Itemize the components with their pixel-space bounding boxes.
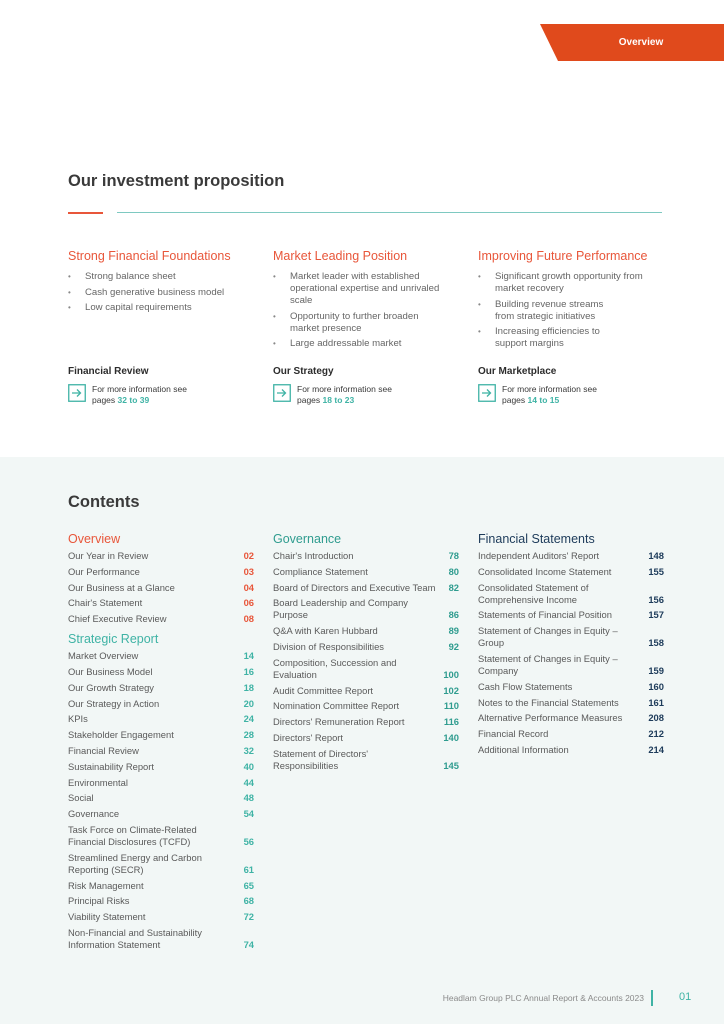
toc-entry[interactable] — [273, 716, 459, 728]
pillar-bullet: • Cash generative business model — [68, 287, 258, 299]
toc-section-title: Strategic Report — [68, 632, 159, 647]
toc-entry-label: Streamlined Energy and Carbon Reporting (SECR) — [68, 851, 202, 875]
toc-entry[interactable] — [68, 582, 254, 594]
toc-entry[interactable] — [68, 566, 254, 578]
pillar-title: Market Leading Position — [273, 249, 408, 263]
section-tab-label: Overview — [618, 37, 664, 48]
ref-text: For more information see — [502, 384, 597, 394]
toc-entry-label: Audit Committee Report — [273, 684, 374, 696]
arrow-right-box-icon[interactable] — [273, 384, 291, 402]
ref-title: Our Marketplace — [478, 366, 557, 377]
footer-report-title: Headlam Group PLC Annual Report & Accounts 2023 — [442, 993, 644, 1003]
toc-entry-label: Chief Executive Review — [68, 613, 167, 625]
toc-entry-label: Environmental — [68, 776, 128, 788]
toc-section-title: Overview — [68, 532, 121, 546]
toc-entry-label: Independent Auditors' Report — [478, 550, 600, 561]
toc-entry-page[interactable]: 48 — [243, 792, 254, 804]
toc-entry[interactable] — [478, 609, 664, 621]
toc-entry-page[interactable]: 159 — [648, 664, 664, 676]
ref-text: For more information see — [92, 384, 187, 394]
toc-entry-page[interactable]: 24 — [243, 713, 254, 725]
toc-entry[interactable] — [273, 748, 459, 772]
pillar-bullet: • Market leader with established operational expertise and unrivaled scale — [273, 271, 441, 307]
toc-entry-page[interactable]: 148 — [648, 550, 664, 561]
toc-entry-page[interactable]: 110 — [443, 700, 459, 712]
pillar-market-leading — [273, 249, 453, 354]
toc-section-financial — [478, 531, 664, 756]
toc-entry-page[interactable]: 65 — [243, 879, 254, 891]
toc-entry-page[interactable]: 155 — [648, 565, 664, 577]
toc-entry[interactable] — [273, 550, 459, 562]
toc-entry-page[interactable]: 145 — [443, 759, 459, 771]
toc-entry[interactable] — [68, 682, 254, 694]
toc-entry[interactable] — [68, 824, 254, 848]
toc-entry[interactable] — [478, 681, 664, 693]
toc-entry[interactable] — [68, 852, 254, 876]
toc-entry[interactable] — [478, 566, 664, 578]
toc-entry-page[interactable]: 74 — [243, 938, 254, 950]
toc-entry[interactable] — [68, 880, 254, 892]
pillar-bullet: • Low capital requirements — [68, 302, 258, 314]
toc-entry-page[interactable]: 14 — [243, 650, 254, 662]
toc-entry-label: Our Year in Review — [68, 550, 149, 561]
toc-entry-label: Statement of Changes in Equity – Group — [478, 625, 618, 649]
pillar-financial-foundations — [68, 249, 258, 318]
toc-entry-label: Non-Financial and Sustainability Information Statement — [68, 926, 202, 950]
pillar-bullet: • Significant growth opportunity from market recovery — [478, 271, 643, 295]
toc-entry[interactable] — [273, 566, 459, 578]
toc-entry-page[interactable]: 28 — [243, 729, 254, 741]
arrow-right-box-icon[interactable] — [68, 384, 86, 402]
toc-entry-label: Financial Record — [478, 728, 549, 740]
contents-column-left — [68, 531, 254, 955]
toc-entry-page[interactable]: 158 — [648, 637, 664, 649]
toc-entry-page[interactable]: 92 — [448, 640, 459, 652]
toc-entry-page[interactable]: 40 — [243, 760, 254, 772]
toc-entry-page[interactable]: 116 — [443, 716, 459, 728]
toc-entry-label: Governance — [68, 808, 120, 820]
toc-entry-page[interactable]: 08 — [243, 613, 254, 625]
toc-entry-label: Board Leadership and Company Purpose — [273, 597, 408, 621]
title-accent-rule — [68, 212, 103, 214]
toc-entry-page[interactable]: 214 — [648, 743, 664, 755]
toc-entry[interactable] — [478, 653, 664, 677]
toc-entry[interactable] — [68, 761, 254, 773]
toc-entry-label: Market Overview — [68, 650, 139, 662]
toc-entry-page[interactable]: 208 — [648, 712, 664, 724]
pillar-future-performance — [478, 249, 668, 354]
toc-entry[interactable] — [273, 582, 459, 594]
pillar-bullets — [478, 271, 668, 350]
toc-entry-page[interactable]: 04 — [243, 581, 254, 593]
toc-entry-page[interactable]: 44 — [243, 776, 254, 788]
ref-title: Our Strategy — [273, 366, 334, 377]
toc-entry-page[interactable]: 68 — [243, 895, 254, 907]
toc-entry-page[interactable]: 160 — [648, 680, 664, 692]
toc-entry-label: Our Growth Strategy — [68, 681, 154, 693]
contents-title: Contents — [68, 493, 140, 511]
toc-entry[interactable] — [68, 550, 254, 562]
toc-entry-label: Social — [68, 792, 94, 804]
toc-entry-page[interactable]: 54 — [243, 808, 254, 820]
toc-entry-label: Consolidated Income Statement — [478, 565, 612, 577]
toc-entry-page[interactable]: 20 — [243, 697, 254, 709]
toc-entry-page[interactable]: 06 — [243, 597, 254, 609]
toc-entry-label: Principal Risks — [68, 895, 130, 907]
toc-entry-label: Board of Directors and Executive Team — [273, 581, 436, 593]
toc-entry[interactable] — [273, 732, 459, 744]
toc-entry[interactable] — [478, 728, 664, 740]
toc-entry-page[interactable]: 78 — [448, 550, 459, 561]
toc-entry-label: Our Strategy in Action — [68, 697, 160, 709]
ref-pages-prefix: pages — [92, 395, 116, 405]
toc-entry-label: Statement of Changes in Equity – Company — [478, 652, 618, 676]
toc-entry-page[interactable]: 16 — [243, 665, 254, 677]
toc-entry-label: Statements of Financial Position — [478, 609, 612, 621]
toc-entry-label: Chair's Statement — [68, 597, 143, 609]
toc-entry[interactable] — [273, 625, 459, 637]
toc-entry-page[interactable]: 102 — [443, 684, 459, 696]
toc-entry-page[interactable]: 56 — [243, 835, 254, 847]
toc-entry[interactable] — [273, 685, 459, 697]
toc-entry-label: Nomination Committee Report — [273, 700, 400, 712]
toc-entry-label: Statement of Directors' Responsibilities — [273, 747, 369, 771]
toc-entry[interactable] — [478, 744, 664, 756]
toc-entry[interactable] — [478, 550, 664, 562]
toc-entry[interactable] — [273, 641, 459, 653]
toc-entry-page[interactable]: 32 — [243, 744, 254, 756]
toc-entry[interactable] — [68, 895, 254, 907]
ref-our-marketplace[interactable] — [478, 366, 658, 406]
toc-entry-label: Our Business at a Glance — [68, 581, 175, 593]
toc-entry-label: Our Business Model — [68, 665, 153, 677]
toc-entry-label: KPIs — [68, 713, 88, 725]
investment-title: Our investment proposition — [68, 172, 285, 190]
toc-entry[interactable] — [68, 927, 254, 951]
toc-entry-label: Cash Flow Statements — [478, 680, 573, 692]
toc-entry[interactable] — [68, 650, 254, 662]
toc-entry-label: Directors' Remuneration Report — [273, 716, 405, 728]
toc-entry-label: Our Performance — [68, 565, 140, 577]
toc-entry[interactable] — [478, 712, 664, 724]
footer-divider — [651, 990, 653, 1006]
ref-pages-prefix: pages — [297, 395, 321, 405]
toc-entry[interactable] — [273, 700, 459, 712]
toc-entry-label: Additional Information — [478, 743, 569, 755]
toc-entry[interactable] — [68, 911, 254, 923]
toc-entry-page[interactable]: 157 — [648, 609, 664, 621]
toc-entry-page[interactable]: 100 — [443, 668, 459, 680]
toc-entry-page[interactable]: 02 — [243, 550, 254, 561]
ref-pages-link[interactable]: 14 to 15 — [527, 395, 560, 405]
toc-entry-page[interactable]: 86 — [448, 609, 459, 621]
toc-entry-page[interactable]: 212 — [648, 728, 664, 740]
toc-entry-label: Stakeholder Engagement — [68, 729, 174, 741]
toc-entry-label: Chair's Introduction — [273, 550, 354, 561]
toc-entry-label: Composition, Succession and Evaluation — [273, 656, 397, 680]
toc-entry-page[interactable]: 89 — [448, 625, 459, 637]
toc-entry-label: Q&A with Karen Hubbard — [273, 625, 378, 637]
arrow-right-box-icon[interactable] — [478, 384, 496, 402]
toc-section-strategic — [68, 631, 254, 951]
toc-entry-label: Risk Management — [68, 879, 144, 891]
toc-section-title: Governance — [273, 532, 342, 546]
toc-entry[interactable] — [68, 792, 254, 804]
toc-entry-label: Division of Responsibilities — [273, 640, 384, 652]
toc-entry-page[interactable]: 140 — [443, 731, 459, 743]
ref-our-strategy[interactable] — [273, 366, 453, 406]
toc-entry-label: Alternative Performance Measures — [478, 712, 623, 724]
toc-entry[interactable] — [478, 625, 664, 649]
section-tab — [540, 24, 724, 61]
pillar-bullet: • Large addressable market — [273, 338, 453, 350]
toc-entry[interactable] — [68, 666, 254, 678]
toc-section-governance — [273, 531, 459, 772]
toc-entry-label: Financial Review — [68, 744, 139, 756]
pillar-bullet: • Strong balance sheet — [68, 271, 258, 283]
toc-entry[interactable] — [68, 613, 254, 625]
pillar-bullet: • Increasing efficiencies to support margins — [478, 326, 618, 350]
toc-entry-page[interactable]: 03 — [243, 565, 254, 577]
ref-text: For more information see — [297, 384, 392, 394]
ref-pages-link[interactable]: 18 to 23 — [322, 395, 355, 405]
toc-entry-page[interactable]: 161 — [648, 696, 664, 708]
toc-entry-label: Compliance Statement — [273, 565, 368, 577]
footer-page-number: 01 — [679, 991, 692, 1003]
toc-entry[interactable] — [68, 597, 254, 609]
pillar-bullet: • Building revenue streams from strategic initiatives — [478, 299, 618, 323]
toc-entry[interactable] — [68, 745, 254, 757]
toc-entry-label: Viability Statement — [68, 911, 146, 923]
toc-entry-label: Sustainability Report — [68, 760, 154, 772]
title-divider-rule — [117, 212, 662, 213]
toc-entry-page[interactable]: 72 — [243, 911, 254, 923]
ref-pages-prefix: pages — [502, 395, 526, 405]
toc-entry[interactable] — [68, 777, 254, 789]
toc-entry-page[interactable]: 82 — [448, 581, 459, 593]
pillar-title: Improving Future Performance — [478, 249, 648, 263]
ref-financial-review[interactable] — [68, 366, 248, 406]
toc-entry[interactable] — [273, 597, 459, 621]
ref-pages-link[interactable]: 32 to 39 — [117, 395, 150, 405]
toc-entry[interactable] — [68, 713, 254, 725]
toc-entry[interactable] — [68, 808, 254, 820]
pillar-bullets — [273, 271, 453, 350]
pillar-bullets — [68, 271, 258, 314]
contents-column-middle — [273, 531, 459, 776]
contents-column-right — [478, 531, 664, 760]
toc-entry-label: Task Force on Climate-Related Financial Disclosures (TCFD) — [68, 823, 197, 847]
toc-entry[interactable] — [478, 697, 664, 709]
toc-section-title: Financial Statements — [478, 532, 595, 546]
toc-entry-page[interactable]: 80 — [448, 565, 459, 577]
toc-entry-label: Directors' Report — [273, 731, 344, 743]
toc-entry-page[interactable]: 61 — [243, 863, 254, 875]
toc-entry-label: Consolidated Statement of Comprehensive Income — [478, 581, 589, 605]
ref-title: Financial Review — [68, 366, 149, 377]
pillar-title: Strong Financial Foundations — [68, 249, 231, 263]
toc-entry-label: Notes to the Financial Statements — [478, 696, 619, 708]
toc-entry[interactable] — [478, 582, 664, 606]
toc-section-overview — [68, 531, 254, 625]
pillar-bullet: • Opportunity to further broaden market presence — [273, 311, 445, 335]
toc-entry[interactable] — [68, 729, 254, 741]
toc-entry-page[interactable]: 18 — [243, 681, 254, 693]
toc-entry[interactable] — [68, 698, 254, 710]
toc-entry-page[interactable]: 156 — [648, 593, 664, 605]
toc-entry[interactable] — [273, 657, 459, 681]
